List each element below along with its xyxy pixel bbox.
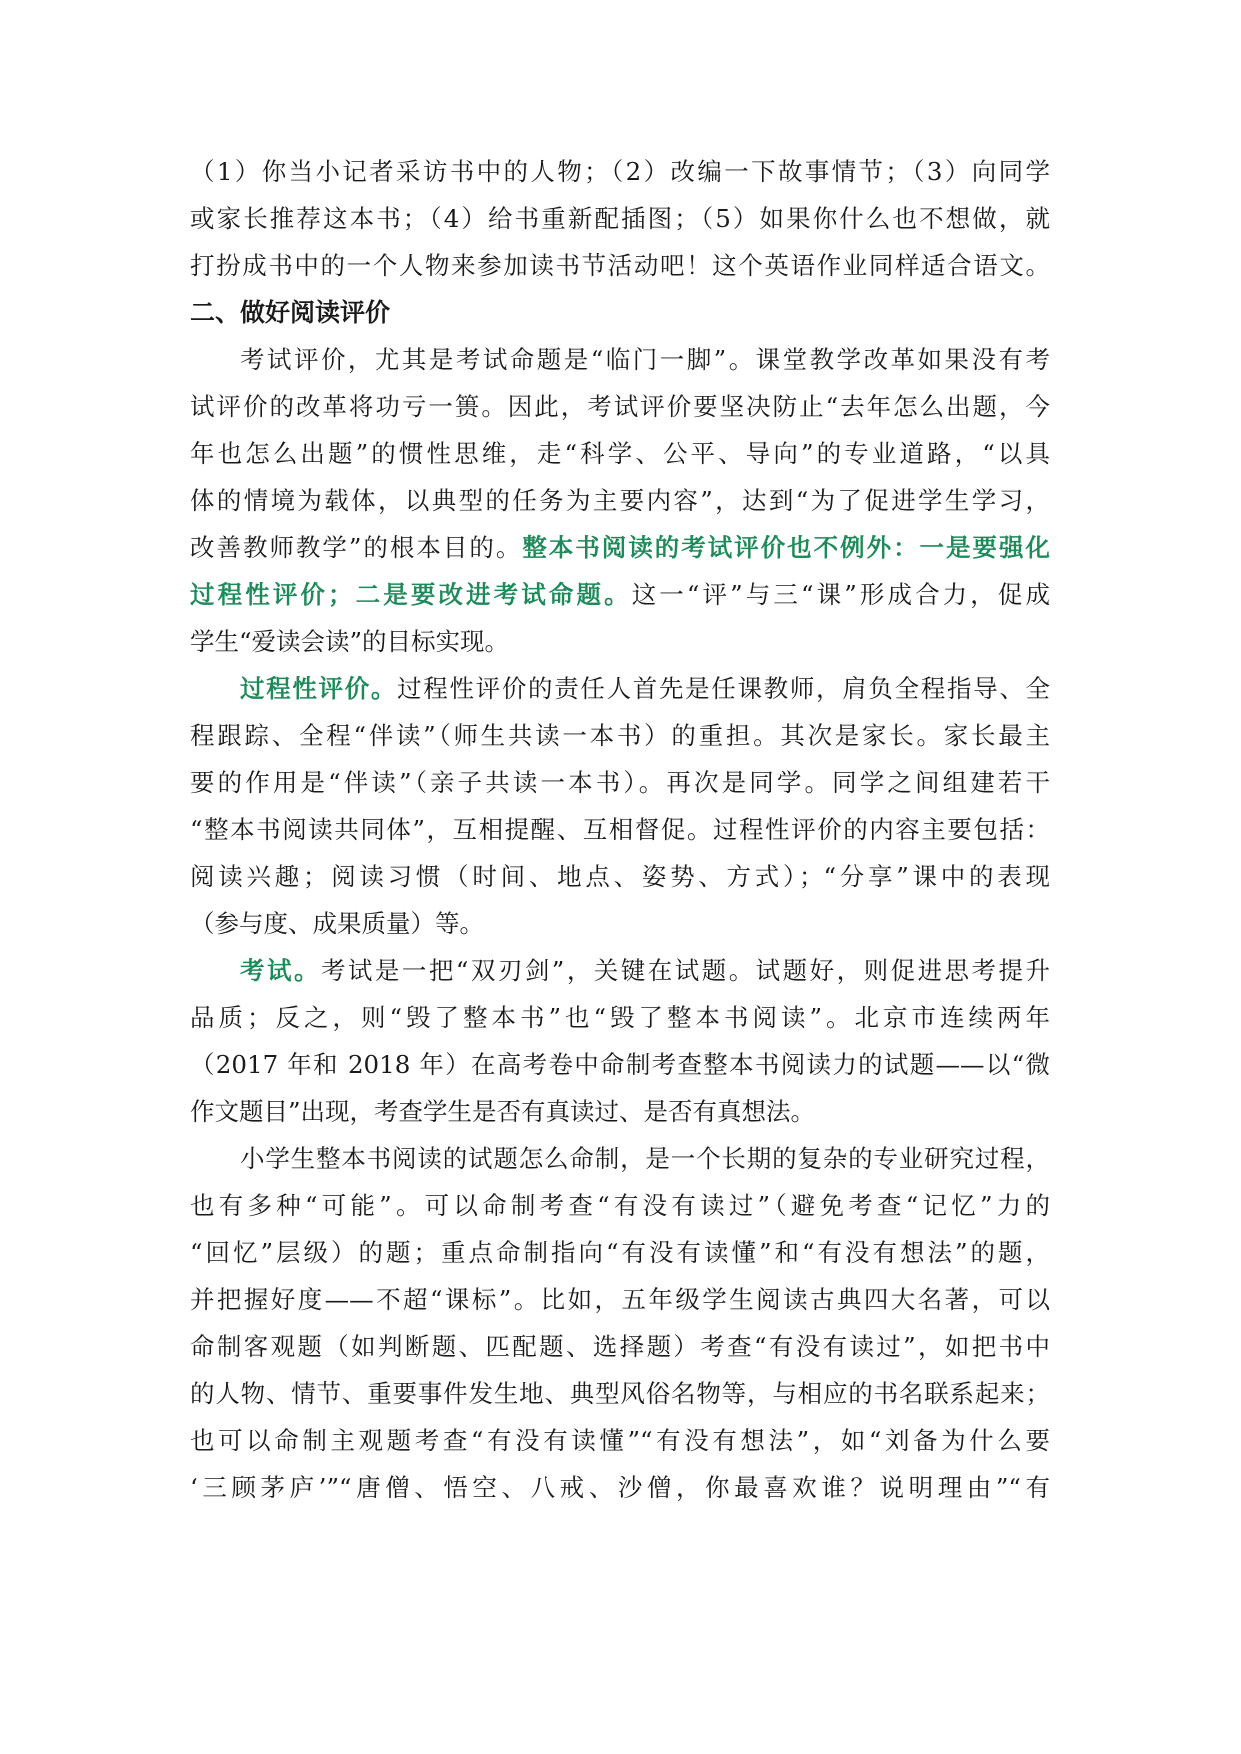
text-line: “回忆”层级）的题；重点命制指向“有没有读懂”和“有没有想法”的题， xyxy=(190,1238,1050,1267)
highlighted-text: 整本书阅读的考试评价也不例外：一是要强化 xyxy=(522,533,1050,562)
text-line xyxy=(240,947,1050,995)
text-line: 小学生整本书阅读的试题怎么命制，是一个长期的复杂的专业研究过程， xyxy=(240,1144,1050,1173)
text-line: （2017 年和 2018 年）在高考卷中命制考查整本书阅读力的试题——以“微 xyxy=(190,1050,1050,1079)
text-line: 阅读兴趣；阅读习惯（时间、地点、姿势、方式）；“分享”课中的表现 xyxy=(190,862,1050,891)
text-line xyxy=(240,665,1050,713)
text-line: 体的情境为载体，以典型的任务为主要内容”，达到“为了促进学生学习， xyxy=(190,486,1050,515)
text-line xyxy=(190,524,1050,572)
text-line: 也有多种“可能”。可以命制考查“有没有读过”（避免考查“记忆”力的 xyxy=(190,1191,1050,1220)
text-line: 程跟踪、全程“伴读”（师生共读一本书）的重担。其次是家长。家长最主 xyxy=(190,721,1050,750)
text-run: 改善教师教学”的根本目的。 xyxy=(190,533,523,562)
section-heading: 二、做好阅读评价 xyxy=(190,298,391,327)
text-line: （参与度、成果质量）等。 xyxy=(190,909,484,938)
text-line: 试评价的改革将功亏一篑。因此，考试评价要坚决防止“去年怎么出题，今 xyxy=(190,392,1050,421)
highlighted-text: 考试。 xyxy=(240,956,321,985)
text-line: 或家长推荐这本书；（4）给书重新配插图；（5）如果你什么也不想做，就 xyxy=(190,204,1050,233)
text-line: 考试评价，尤其是考试命题是“临门一脚”。课堂教学改革如果没有考 xyxy=(240,345,1050,374)
text-line xyxy=(190,571,1050,619)
text-line: “整本书阅读共同体”，互相提醒、互相督促。过程性评价的内容主要包括： xyxy=(190,815,1050,844)
highlighted-text: 过程性评价；二是要改进考试命题。 xyxy=(190,580,632,609)
text-run: 考试是一把“双刃剑”，关键在试题。试题好，则促进思考提升 xyxy=(320,956,1050,985)
highlighted-text: 过程性评价。 xyxy=(240,674,398,703)
text-line: 并把握好度——不超“课标”。比如，五年级学生阅读古典四大名著，可以 xyxy=(190,1285,1050,1314)
text-line: 年也怎么出题”的惯性思维，走“科学、公平、导向”的专业道路，“以具 xyxy=(190,439,1050,468)
text-line: 的人物、情节、重要事件发生地、典型风俗名物等，与相应的书名联系起来； xyxy=(190,1379,1050,1408)
text-line: ‘三顾茅庐’”“唐僧、悟空、八戒、沙僧，你最喜欢谁？说明理由”“有 xyxy=(190,1473,1050,1502)
text-line: 要的作用是“伴读”（亲子共读一本书）。再次是同学。同学之间组建若干 xyxy=(190,768,1050,797)
text-line: 作文题目”出现，考查学生是否有真读过、是否有真想法。 xyxy=(190,1097,816,1126)
text-line: 品质；反之，则“毁了整本书”也“毁了整本书阅读”。北京市连续两年 xyxy=(190,1003,1050,1032)
text-line: 打扮成书中的一个人物来参加读书节活动吧！这个英语作业同样适合语文。 xyxy=(190,251,1050,280)
text-line: 也可以命制主观题考查“有没有读懂”“有没有想法”，如“刘备为什么要 xyxy=(190,1426,1050,1455)
text-run: 这一“评”与三“课”形成合力，促成 xyxy=(631,580,1050,609)
text-run: 过程性评价的责任人首先是任课教师，肩负全程指导、全 xyxy=(397,674,1051,703)
text-line: 学生“爱读会读”的目标实现。 xyxy=(190,627,510,656)
text-line: 命制客观题（如判断题、匹配题、选择题）考查“有没有读过”，如把书中 xyxy=(190,1332,1050,1361)
text-line: （1）你当小记者采访书中的人物；（2）改编一下故事情节；（3）向同学 xyxy=(190,157,1050,186)
